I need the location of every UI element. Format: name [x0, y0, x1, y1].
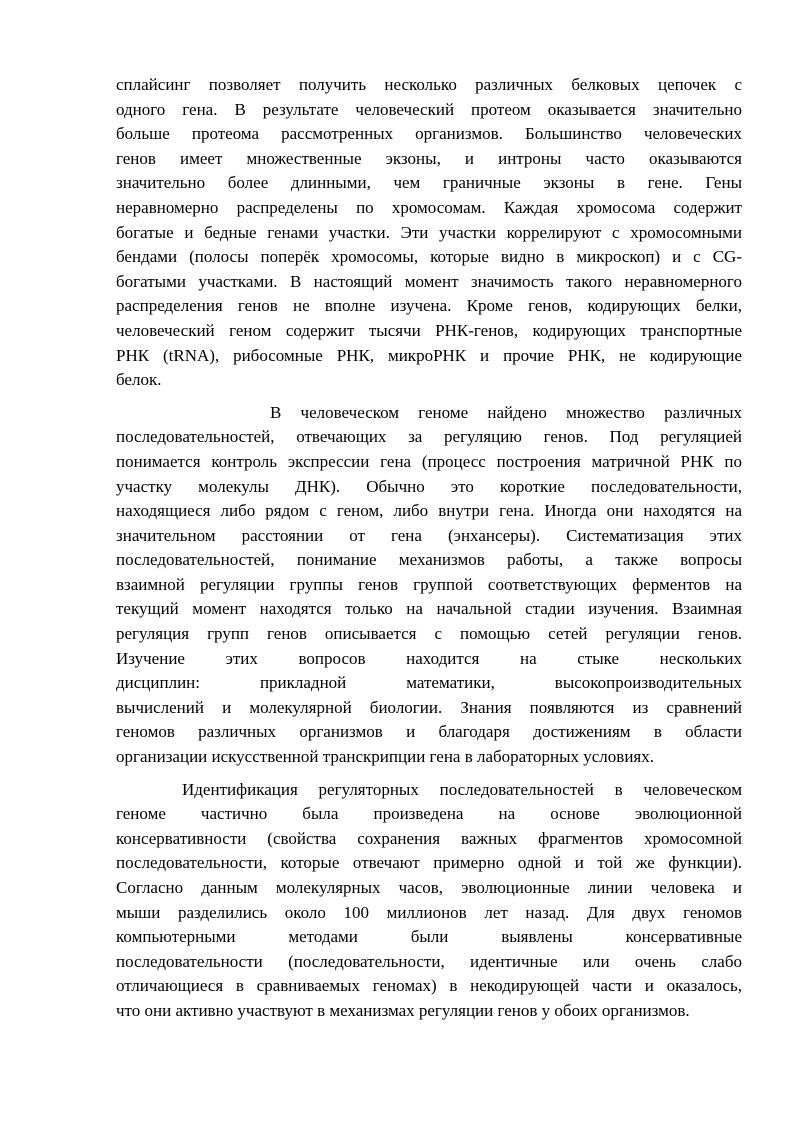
text-line: что они активно участвуют в механизмах регуляции генов у обоих организмов. — [116, 1000, 690, 1020]
text-line: последовательности (последовательности, идентичные или очень слабо — [116, 951, 742, 971]
text-line: значительно более длинными, чем граничные экзоны в гене. Гены — [116, 173, 742, 193]
document-page — [116, 73, 742, 1024]
text-line: взаимной регуляции группы генов группой соответствующих ферментов на — [116, 574, 742, 594]
text-line: Согласно данным молекулярных часов, эволюционные линии человека и — [116, 878, 742, 897]
text-line-indented: В человеческом геноме найдено множество различных — [270, 402, 742, 422]
text-line: текущий момент находятся только на начальной стадии изучения. Взаимная — [116, 599, 742, 619]
text-line: бендами (полосы поперёк хромосомы, которые видно в микроскоп) и с CG- — [116, 247, 742, 267]
text-line: дисциплин: прикладной математики, высокопроизводительных — [116, 673, 742, 693]
text-line: богатыми участками. В настоящий момент значимость такого неравномерного — [116, 271, 742, 291]
text-line: белок. — [116, 370, 162, 390]
text-line: последовательностей, понимание механизмов работы, а также вопросы — [116, 550, 742, 570]
text-line: неравномерно распределены по хромосомам. Каждая хромосома содержит — [116, 197, 742, 217]
paragraph-genome-structure — [116, 73, 742, 393]
text-line: Изучение этих вопросов находится на стыке нескольких — [116, 648, 742, 668]
text-line: распределения генов не вполне изучена. Кроме генов, кодирующих белки, — [116, 296, 742, 316]
text-line: компьютерными методами были выявлены консервативные — [116, 927, 742, 947]
text-line: последовательностей, отвечающих за регуляцию генов. Под регуляцией — [116, 427, 742, 447]
paragraph-regulatory-identification — [116, 778, 742, 1024]
text-line: вычислений и молекулярной биологии. Знания появляются из сравнений — [116, 697, 742, 717]
text-line: мыши разделились около 100 миллионов лет назад. Для двух геномов — [116, 902, 742, 922]
text-line-indented: Идентификация регуляторных последовательностей в человеческом — [182, 779, 742, 799]
text-line: РНК (tRNA), рибосомные РНК, микроРНК и прочие РНК, не кодирующие — [116, 345, 742, 365]
text-line: больше протеома рассмотренных организмов. Большинство человеческих — [116, 124, 742, 144]
text-line: отличающиеся в сравниваемых геномах) в некодирующей части и оказалось, — [116, 976, 742, 996]
text-line: регуляция групп генов описывается с помощью сетей регуляции генов. — [116, 624, 742, 644]
text-line: человеческий геном содержит тысячи РНК-генов, кодирующих транспортные — [116, 320, 742, 340]
text-line: понимается контроль экспрессии гена (процесс построения матричной РНК по — [116, 451, 742, 471]
text-line: консервативности (свойства сохранения важных фрагментов хромосомной — [116, 828, 742, 848]
text-line: сплайсинг позволяет получить несколько различных белковых цепочек с — [116, 75, 742, 94]
text-line: значительном расстоянии от гена (энхансеры). Систематизация этих — [116, 525, 742, 545]
paragraph-gene-regulation — [116, 401, 742, 770]
text-line: последовательности, которые отвечают примерно одной и той же функции). — [116, 853, 742, 873]
text-line: генов имеет множественные экзоны, и интроны часто оказываются — [116, 148, 742, 168]
paragraph-spacer — [116, 393, 742, 401]
text-line: участку молекулы ДНК). Обычно это короткие последовательности, — [116, 476, 742, 496]
paragraph-spacer — [116, 770, 742, 778]
text-line: одного гена. В результате человеческий протеом оказывается значительно — [116, 99, 742, 119]
text-line: геномов различных организмов и благодаря достижениям в области — [116, 722, 742, 742]
text-line: богатые и бедные генами участки. Эти участки коррелируют с хромосомными — [116, 222, 742, 242]
text-line: организации искусственной транскрипции гена в лабораторных условиях. — [116, 747, 654, 767]
text-line: геноме частично была произведена на основе эволюционной — [116, 804, 742, 824]
text-line: находящиеся либо рядом с геном, либо внутри гена. Иногда они находятся на — [116, 501, 742, 521]
